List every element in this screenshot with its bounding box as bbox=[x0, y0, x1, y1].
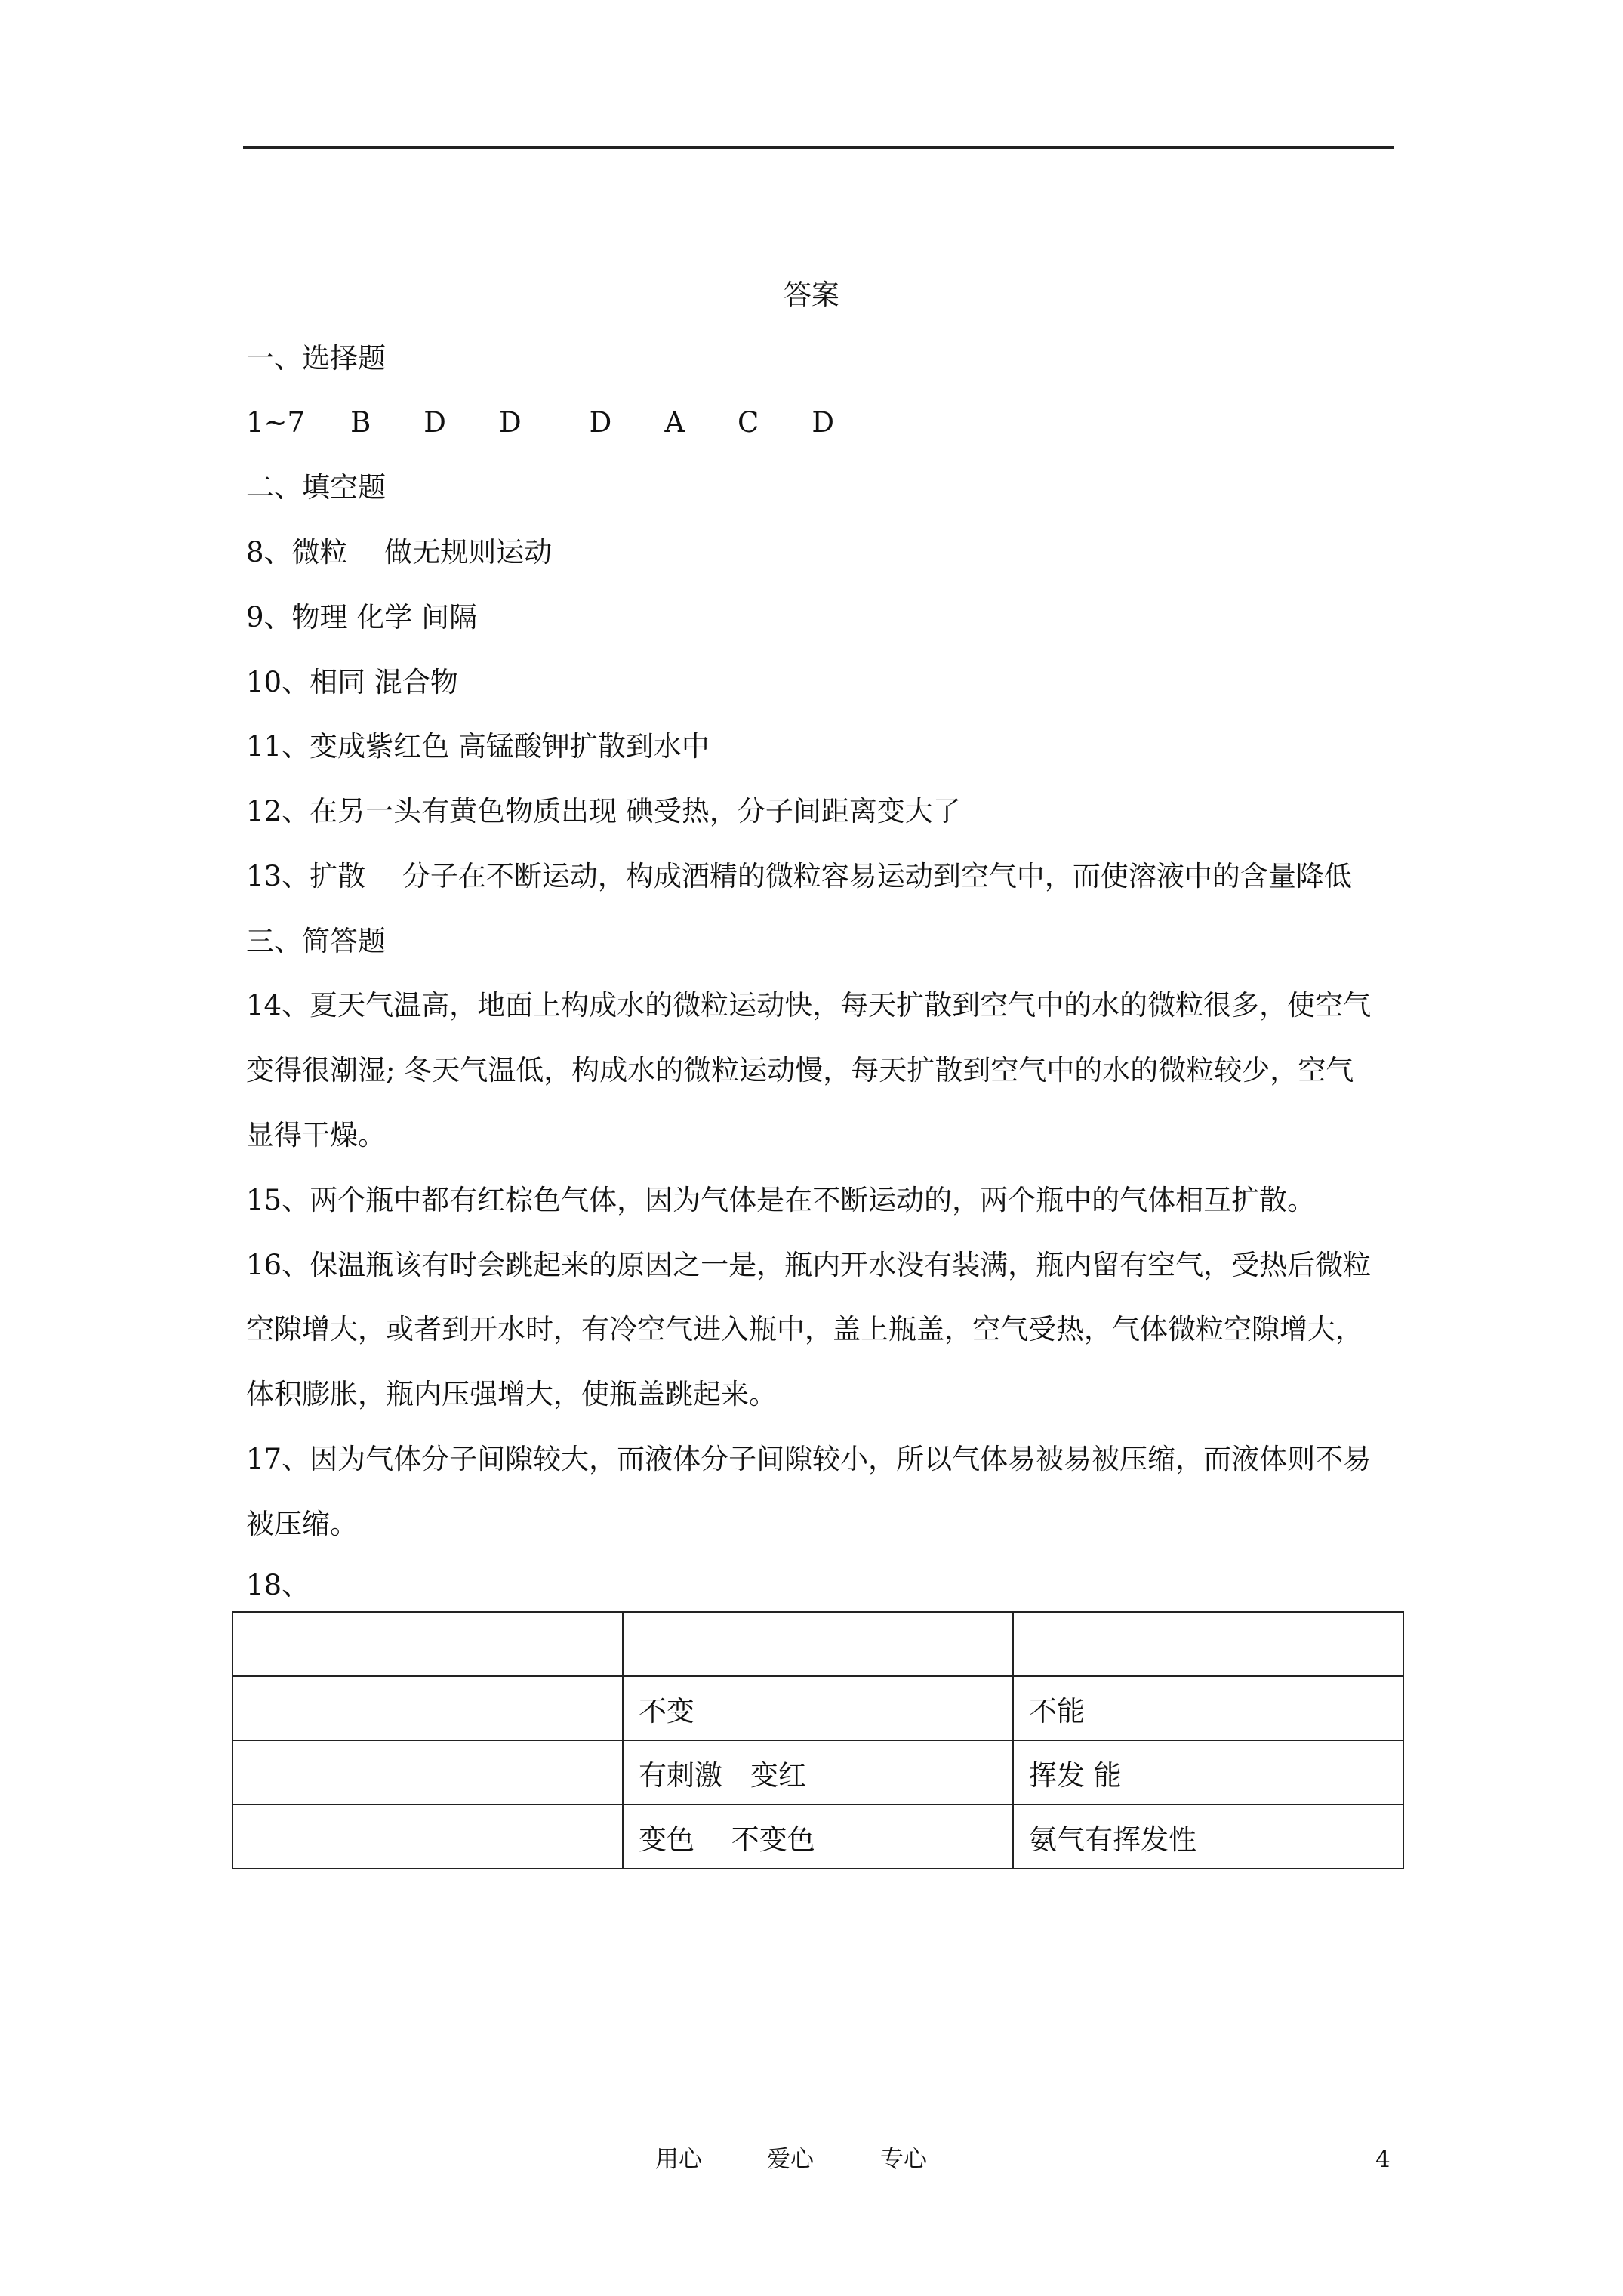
answer-18-table bbox=[232, 1611, 1404, 1869]
answer-9: 9、物理 化学 间隔 bbox=[246, 601, 478, 633]
page-number: 4 bbox=[1375, 2146, 1390, 2173]
table-cell: 不变 bbox=[623, 1676, 1013, 1740]
table-row bbox=[233, 1804, 1403, 1869]
choice-answer-6: C bbox=[738, 406, 759, 439]
table-cell: 变色 不变色 bbox=[623, 1804, 1013, 1869]
answer-18-label: 18、 bbox=[246, 1569, 310, 1601]
table-cell: 挥发 能 bbox=[1013, 1740, 1403, 1804]
footer-item-1: 用心 bbox=[655, 2146, 702, 2173]
answer-10: 10、相同 混合物 bbox=[246, 666, 458, 698]
choice-answer-1: B bbox=[350, 406, 371, 439]
answer-8: 8、微粒 做无规则运动 bbox=[246, 536, 553, 569]
answer-14-line-3: 显得干燥。 bbox=[246, 1119, 386, 1151]
page-title: 答案 bbox=[784, 279, 839, 311]
choice-range: 1~7 bbox=[246, 406, 306, 439]
header-rule bbox=[243, 146, 1394, 149]
table-row bbox=[233, 1740, 1403, 1804]
answer-16-line-1: 16、保温瓶该有时会跳起来的原因之一是，瓶内开水没有装满，瓶内留有空气，受热后微粒 bbox=[246, 1249, 1372, 1281]
table-row bbox=[233, 1676, 1403, 1740]
answer-16-line-2: 空隙增大，或者到开水时，有冷空气进入瓶中，盖上瓶盖，空气受热，气体微粒空隙增大， bbox=[246, 1313, 1363, 1345]
table-cell bbox=[1013, 1612, 1403, 1676]
choice-answer-4: D bbox=[589, 406, 612, 439]
table-cell: 氨气有挥发性 bbox=[1013, 1804, 1403, 1869]
section-heading-fill: 二、填空题 bbox=[246, 471, 386, 504]
table-row bbox=[233, 1612, 1403, 1676]
table-cell bbox=[233, 1612, 623, 1676]
answer-17-line-2: 被压缩。 bbox=[246, 1508, 358, 1540]
choice-answer-5: A bbox=[664, 406, 685, 439]
choice-answer-2: D bbox=[423, 406, 446, 439]
footer-item-3: 专心 bbox=[880, 2146, 927, 2173]
answer-12: 12、在另一头有黄色物质出现 碘受热，分子间距离变大了 bbox=[246, 795, 961, 827]
answer-14-line-1: 14、夏天气温高，地面上构成水的微粒运动快，每天扩散到空气中的水的微粒很多，使空气 bbox=[246, 989, 1372, 1022]
answer-17-line-1: 17、因为气体分子间隙较大，而液体分子间隙较小，所以气体易被易被压缩，而液体则不易 bbox=[246, 1443, 1372, 1475]
answer-16-line-3: 体积膨胀，瓶内压强增大，使瓶盖跳起来。 bbox=[246, 1378, 777, 1410]
answer-15: 15、两个瓶中都有红棕色气体，因为气体是在不断运动的，两个瓶中的气体相互扩散。 bbox=[246, 1184, 1316, 1216]
table-cell: 有刺激 变红 bbox=[623, 1740, 1013, 1804]
table-cell: 不能 bbox=[1013, 1676, 1403, 1740]
footer-item-2: 爱心 bbox=[767, 2146, 814, 2173]
section-heading-short: 三、简答题 bbox=[246, 925, 386, 957]
answer-13: 13、扩散 分子在不断运动，构成酒精的微粒容易运动到空气中，而使溶液中的含量降低 bbox=[246, 860, 1352, 892]
table-cell bbox=[233, 1740, 623, 1804]
section-heading-choice: 一、选择题 bbox=[246, 342, 386, 374]
choice-answer-7: D bbox=[812, 406, 835, 439]
answer-11: 11、变成紫红色 高锰酸钾扩散到水中 bbox=[246, 730, 710, 763]
table-cell bbox=[233, 1804, 623, 1869]
answer-14-line-2: 变得很潮湿; 冬天气温低，构成水的微粒运动慢，每天扩散到空气中的水的微粒较少，空气 bbox=[246, 1054, 1354, 1086]
choice-answer-3: D bbox=[498, 406, 522, 439]
choice-answers-row bbox=[246, 404, 834, 442]
table-cell bbox=[623, 1612, 1013, 1676]
table-cell bbox=[233, 1676, 623, 1740]
